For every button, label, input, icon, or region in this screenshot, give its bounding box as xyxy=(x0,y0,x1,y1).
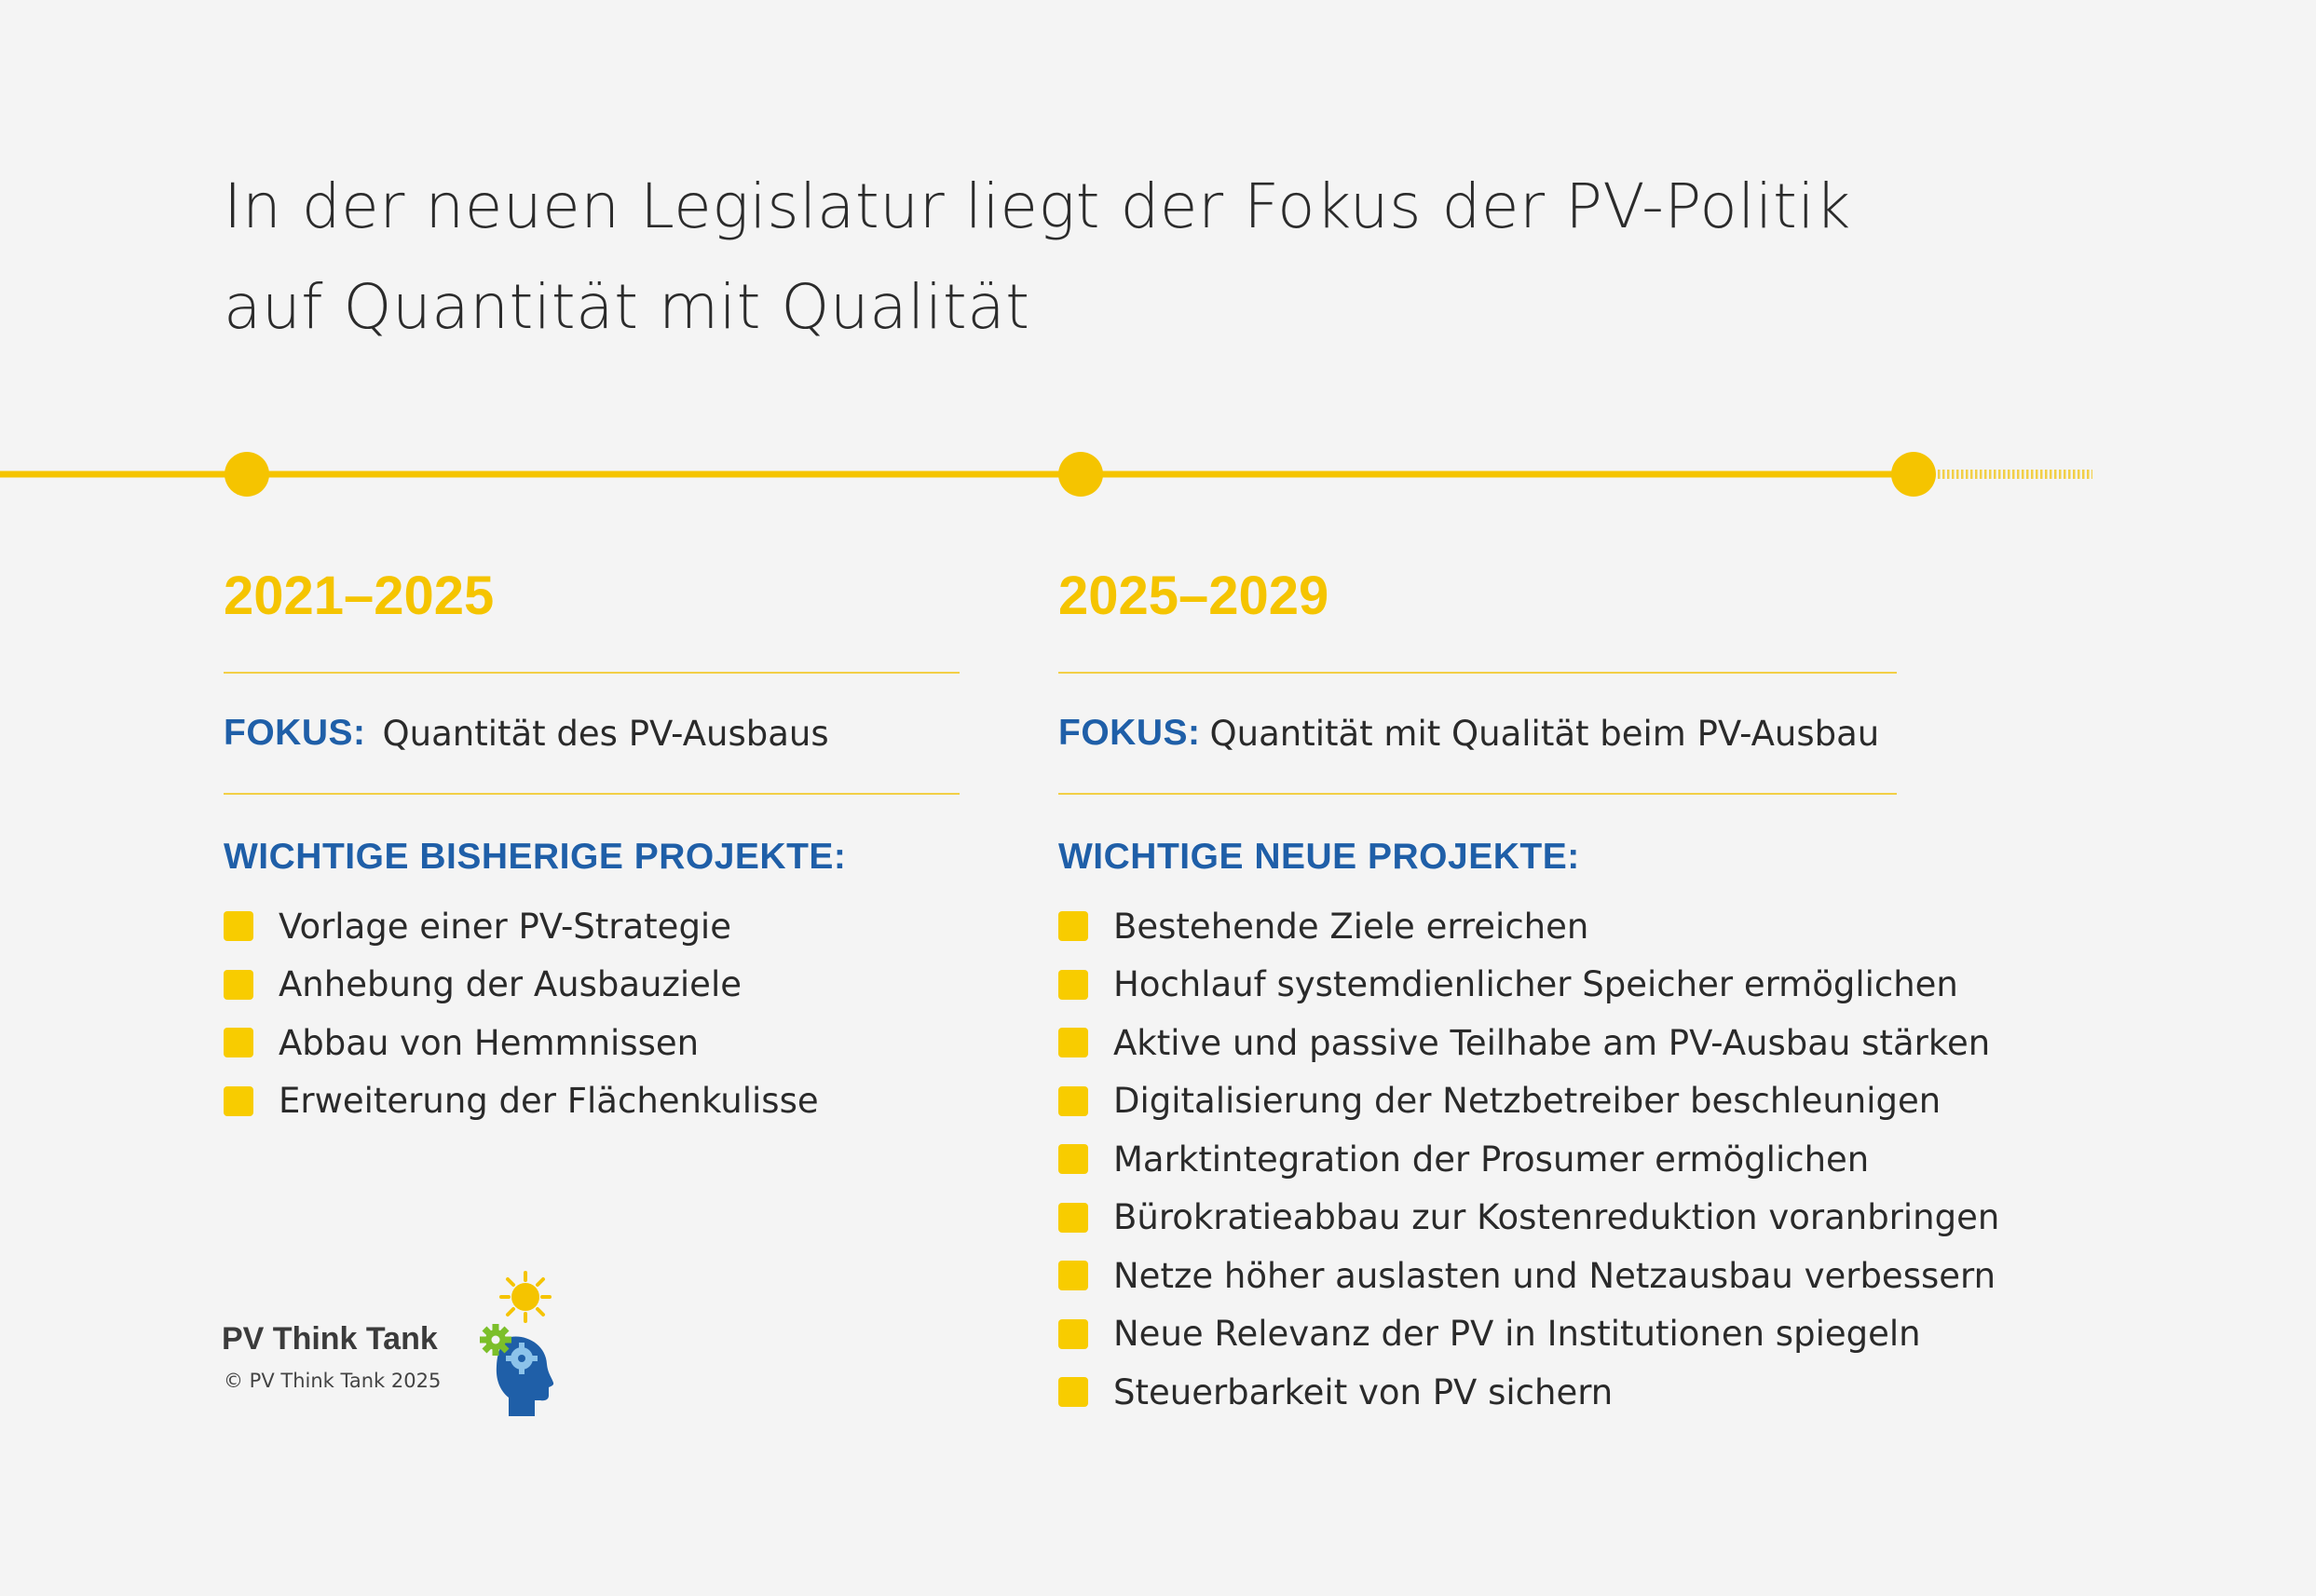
list-item-text: Marktintegration der Prosumer ermöglichen xyxy=(1113,1139,1870,1180)
yellow-square-bullet-icon xyxy=(1058,970,1088,1000)
yellow-square-bullet-icon xyxy=(1058,1086,1088,1116)
yellow-square-bullet-icon xyxy=(224,970,253,1000)
yellow-square-bullet-icon xyxy=(1058,1203,1088,1233)
divider xyxy=(1058,793,1897,795)
timeline-marker-2025 xyxy=(1058,452,1103,497)
projects-heading: WICHTIGE NEUE PROJEKTE: xyxy=(1058,837,1580,877)
list-item-text: Anhebung der Ausbauziele xyxy=(279,964,742,1005)
list-item xyxy=(1058,1189,2000,1248)
focus-label: FOKUS: xyxy=(224,713,366,753)
yellow-square-bullet-icon xyxy=(224,911,253,941)
list-item xyxy=(1058,1072,1941,1131)
list-item xyxy=(224,1014,960,1072)
period-2021-2025 xyxy=(224,559,960,1130)
focus-text: Quantität mit Qualität beim PV-Ausbau xyxy=(1209,713,1880,754)
list-item xyxy=(224,956,960,1015)
list-item-text: Neue Relevanz der PV in Institutionen spiegeln xyxy=(1113,1314,1921,1355)
period-years: 2021–2025 xyxy=(224,566,495,626)
timeline-marker-2029 xyxy=(1891,452,1936,497)
list-item xyxy=(1058,1363,1897,1422)
list-item xyxy=(224,1072,960,1131)
yellow-square-bullet-icon xyxy=(1058,1144,1088,1174)
list-item xyxy=(1058,956,1958,1015)
title-line-2: auf Quantität mit Qualität xyxy=(224,271,1030,343)
pv-think-tank-logo xyxy=(222,1267,557,1416)
focus-row xyxy=(224,674,960,793)
projects-heading: WICHTIGE BISHERIGE PROJEKTE: xyxy=(224,837,847,877)
list-item-text: Bestehende Ziele erreichen xyxy=(1113,906,1589,947)
focus-row xyxy=(1058,674,1897,793)
list-item xyxy=(1058,1130,1897,1189)
yellow-square-bullet-icon xyxy=(224,1028,253,1057)
list-item xyxy=(224,897,960,956)
list-item-text: Aktive und passive Teilhabe am PV-Ausbau stärken xyxy=(1113,1022,1991,1063)
list-item-text: Vorlage einer PV-Strategie xyxy=(279,906,731,947)
divider xyxy=(224,793,960,795)
yellow-square-bullet-icon xyxy=(1058,911,1088,941)
list-item xyxy=(1058,1014,1991,1072)
list-item-text: Steuerbarkeit von PV sichern xyxy=(1113,1371,1614,1412)
list-item xyxy=(1058,897,1897,956)
head-with-gear-and-sun-icon xyxy=(455,1267,557,1416)
project-list xyxy=(1058,897,2000,1422)
project-list xyxy=(224,897,960,1130)
yellow-square-bullet-icon xyxy=(1058,1261,1088,1290)
title-line-1: In der neuen Legislatur liegt der Fokus der PV-Politik xyxy=(224,171,1851,242)
list-item xyxy=(1058,1247,1996,1305)
period-2025-2029 xyxy=(1058,559,2000,1422)
focus-text: Quantität des PV-Ausbaus xyxy=(382,713,829,754)
list-item-text: Bürokratieabbau zur Kostenreduktion voranbringen xyxy=(1113,1197,2000,1238)
list-item xyxy=(1058,1305,1921,1364)
timeline-marker-2021 xyxy=(225,452,269,497)
list-item-text: Erweiterung der Flächenkulisse xyxy=(279,1081,819,1122)
yellow-square-bullet-icon xyxy=(1058,1319,1088,1349)
yellow-square-bullet-icon xyxy=(1058,1377,1088,1407)
copyright-text: © PV Think Tank 2025 xyxy=(224,1370,442,1392)
page-title xyxy=(224,157,1994,358)
list-item-text: Digitalisierung der Netzbetreiber beschleunigen xyxy=(1113,1081,1941,1122)
list-item-text: Hochlauf systemdienlicher Speicher ermöglichen xyxy=(1113,964,1958,1005)
timeline-dashed-extension xyxy=(1928,470,2092,479)
yellow-square-bullet-icon xyxy=(224,1086,253,1116)
list-item-text: Netze höher auslasten und Netzausbau verbessern xyxy=(1113,1255,1996,1296)
list-item-text: Abbau von Hemmnissen xyxy=(279,1022,700,1063)
logo-name: PV Think Tank xyxy=(222,1321,438,1357)
yellow-square-bullet-icon xyxy=(1058,1028,1088,1057)
focus-label: FOKUS: xyxy=(1058,713,1201,753)
period-years: 2025–2029 xyxy=(1058,566,1329,626)
